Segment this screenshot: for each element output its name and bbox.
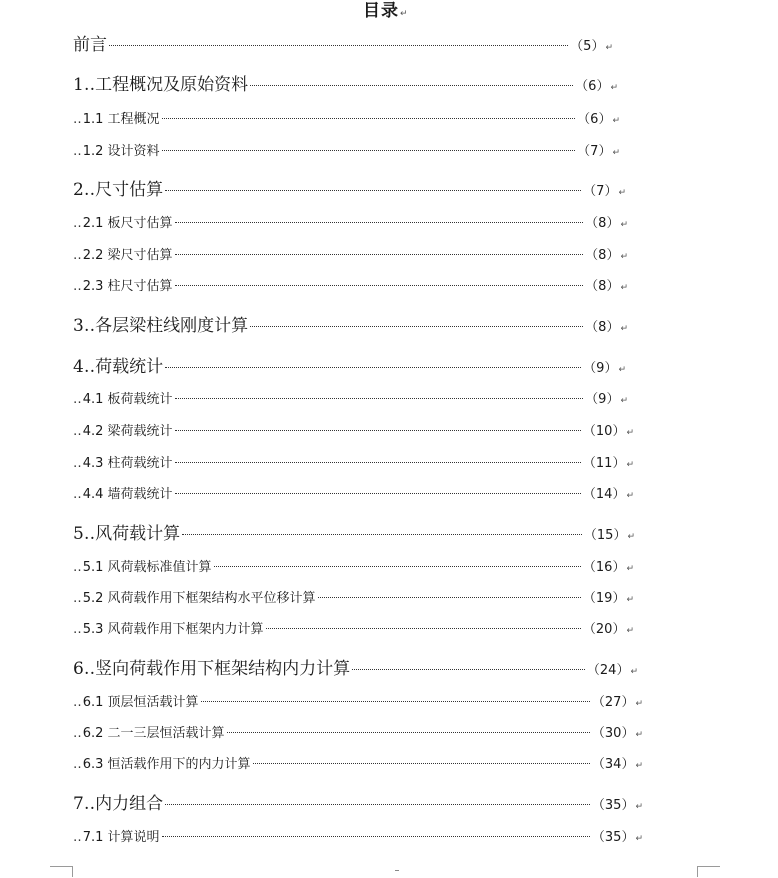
toc-entry-page: （9） — [585, 392, 620, 407]
dot-leader — [227, 732, 590, 733]
toc-entry-label: 6‥竖向荷载作用下框架结构内力计算 — [73, 659, 351, 679]
dot-leader — [175, 493, 581, 494]
toc-entry-label: 前言 — [73, 35, 107, 55]
toc-entry-label: 2.2 梁尺寸估算 — [82, 248, 173, 263]
paragraph-mark-icon: ↵ — [626, 626, 634, 636]
indent-marker: ‥ — [73, 248, 83, 263]
dot-leader — [175, 222, 584, 223]
toc-entry[interactable] — [73, 175, 626, 200]
toc-entry[interactable] — [73, 587, 634, 606]
toc-entry[interactable] — [73, 556, 634, 575]
dot-leader — [175, 398, 584, 399]
dot-leader — [175, 462, 581, 463]
dot-leader — [214, 566, 581, 567]
indent-marker: ‥ — [73, 144, 83, 159]
toc-entry-label: 7.1 计算说明 — [82, 830, 160, 845]
dot-leader — [182, 534, 582, 535]
indent-marker: ‥ — [73, 622, 83, 637]
toc-entry[interactable] — [73, 753, 643, 772]
paragraph-mark-icon: ↵ — [618, 365, 626, 375]
toc-entry-label: 2.3 柱尺寸估算 — [82, 279, 173, 294]
toc-entry-label: 6.3 恒活载作用下的内力计算 — [82, 757, 251, 772]
toc-entry[interactable] — [73, 789, 643, 814]
toc-entry-page: （24） — [586, 663, 630, 678]
paragraph-mark-icon: ↵ — [612, 116, 620, 126]
toc-entry-label: 5.1 风荷载标准值计算 — [82, 560, 212, 575]
indent-marker: ‥ — [73, 216, 83, 231]
indent-marker: ‥ — [73, 757, 83, 772]
dot-leader — [318, 597, 581, 598]
paragraph-mark-icon: ↵ — [620, 396, 628, 406]
indent-marker: ‥ — [73, 695, 83, 710]
toc-entry-page: （9） — [583, 361, 618, 376]
toc-entry-label: 2.1 板尺寸估算 — [82, 216, 173, 231]
toc-entry-page: （14） — [582, 487, 626, 502]
dot-leader — [250, 326, 583, 327]
indent-marker: ‥ — [73, 456, 83, 471]
page-corner-mark-left — [50, 866, 73, 877]
paragraph-mark-icon: ↵ — [620, 220, 628, 230]
indent-marker: ‥ — [73, 424, 83, 439]
dot-leader — [165, 804, 590, 805]
toc-entry[interactable] — [73, 212, 628, 231]
toc-entry-page: （8） — [585, 279, 620, 294]
dot-leader — [175, 430, 581, 431]
toc-entry-page: （6） — [577, 112, 612, 127]
paragraph-mark-icon: ↵ — [635, 761, 643, 771]
toc-entry-label: 4.2 梁荷载统计 — [82, 424, 173, 439]
paragraph-mark-icon: ↵ — [612, 148, 620, 158]
toc-entry-label: 4‥荷载统计 — [73, 357, 164, 377]
toc-entry[interactable] — [73, 311, 628, 336]
paragraph-mark-icon: ↵ — [627, 532, 635, 542]
toc-entry-label: 1.1 工程概况 — [82, 112, 160, 127]
toc-entry-label: 5‥风荷载计算 — [73, 524, 181, 544]
toc-entry[interactable] — [73, 352, 626, 377]
paragraph-mark-icon: ↵ — [400, 9, 409, 19]
toc-entry-label: 1.2 设计资料 — [82, 144, 160, 159]
toc-entry-label: 4.4 墙荷载统计 — [82, 487, 173, 502]
toc-entry[interactable] — [73, 826, 643, 845]
toc-entry[interactable] — [73, 618, 634, 637]
indent-marker: ‥ — [73, 591, 83, 606]
toc-entry-label: 5.3 风荷载作用下框架内力计算 — [82, 622, 264, 637]
toc-entry[interactable] — [73, 654, 638, 679]
dot-leader — [165, 190, 581, 191]
paragraph-mark-icon: ↵ — [626, 491, 634, 501]
toc-entry-label: 2‥尺寸估算 — [73, 180, 164, 200]
dot-leader — [266, 628, 581, 629]
dot-leader — [162, 836, 590, 837]
dot-leader — [201, 701, 590, 702]
page-corner-mark-right — [697, 866, 720, 877]
toc-entry-label: 7‥内力组合 — [73, 794, 164, 814]
paragraph-mark-icon: ↵ — [605, 43, 613, 53]
paragraph-mark-icon: ↵ — [635, 834, 643, 844]
toc-entry-page: （15） — [583, 528, 627, 543]
dot-leader — [162, 118, 576, 119]
toc-entry[interactable] — [73, 244, 628, 263]
toc-entry[interactable] — [73, 420, 634, 439]
toc-entry-page: （30） — [591, 726, 635, 741]
toc-entry[interactable] — [73, 722, 643, 741]
paragraph-mark-icon: ↵ — [620, 283, 628, 293]
paragraph-mark-icon: ↵ — [626, 564, 634, 574]
dot-leader — [162, 150, 576, 151]
toc-entry-page: （34） — [591, 757, 635, 772]
paragraph-mark-icon: ↵ — [626, 460, 634, 470]
toc-entry[interactable] — [73, 452, 634, 471]
dot-leader — [250, 85, 573, 86]
paragraph-mark-icon: ↵ — [630, 667, 638, 677]
toc-entry-label: 5.2 风荷载作用下框架结构水平位移计算 — [82, 591, 316, 606]
dot-leader — [253, 763, 590, 764]
toc-entry-page: （20） — [582, 622, 626, 637]
toc-entry-page: （19） — [582, 591, 626, 606]
dot-leader — [165, 367, 581, 368]
toc-entry[interactable] — [73, 388, 628, 407]
toc-entry[interactable] — [73, 70, 618, 95]
toc-entry-page: （11） — [582, 456, 626, 471]
toc-entry-page: （27） — [591, 695, 635, 710]
toc-entry-page: （6） — [575, 79, 610, 94]
toc-entry[interactable] — [73, 30, 613, 55]
toc-entry-page: （5） — [570, 39, 605, 54]
paragraph-mark-icon: ↵ — [626, 428, 634, 438]
dot-leader — [175, 254, 584, 255]
toc-entry-page: （35） — [591, 830, 635, 845]
paragraph-mark-icon: ↵ — [610, 83, 618, 93]
indent-marker: ‥ — [73, 830, 83, 845]
toc-entry-page: （8） — [585, 320, 620, 335]
indent-marker: ‥ — [73, 279, 83, 294]
dot-leader — [109, 45, 568, 46]
dot-leader — [175, 285, 584, 286]
toc-title — [363, 0, 409, 21]
toc-entry-label: 6.1 顶层恒活载计算 — [82, 695, 199, 710]
toc-entry-page: （7） — [577, 144, 612, 159]
toc-entry[interactable] — [73, 691, 643, 710]
toc-entry-page: （35） — [591, 798, 635, 813]
toc-entry-label: 3‥各层梁柱线刚度计算 — [73, 316, 249, 336]
toc-entry[interactable] — [73, 483, 634, 502]
toc-entry-page: （16） — [582, 560, 626, 575]
indent-marker: ‥ — [73, 112, 83, 127]
toc-entry[interactable] — [73, 275, 628, 294]
toc-entry-label: 6.2 二一三层恒活载计算 — [82, 726, 225, 741]
toc-entry-page: （8） — [585, 216, 620, 231]
paragraph-mark-icon: ↵ — [626, 595, 634, 605]
paragraph-mark-icon: ↵ — [620, 324, 628, 334]
toc-entry[interactable] — [73, 140, 620, 159]
toc-entry-page: （8） — [585, 248, 620, 263]
indent-marker: ‥ — [73, 487, 83, 502]
toc-entry[interactable] — [73, 108, 620, 127]
paragraph-mark-icon: ↵ — [618, 188, 626, 198]
toc-entry-label: 4.3 柱荷载统计 — [82, 456, 173, 471]
toc-entry-page: （7） — [583, 184, 618, 199]
indent-marker: ‥ — [73, 726, 83, 741]
dot-leader — [352, 669, 585, 670]
indent-marker: ‥ — [73, 392, 83, 407]
paragraph-mark-icon: ↵ — [635, 730, 643, 740]
paragraph-mark-icon: ↵ — [635, 802, 643, 812]
toc-entry-label: 1‥工程概况及原始资料 — [73, 75, 249, 95]
toc-entry[interactable] — [73, 519, 635, 544]
toc-entry-label: 4.1 板荷载统计 — [82, 392, 173, 407]
toc-title-text: 目录 — [363, 1, 399, 21]
indent-marker: ‥ — [73, 560, 83, 575]
paragraph-mark-icon: ↵ — [635, 699, 643, 709]
page-center-mark — [395, 870, 399, 871]
paragraph-mark-icon: ↵ — [620, 252, 628, 262]
toc-entry-page: （10） — [582, 424, 626, 439]
